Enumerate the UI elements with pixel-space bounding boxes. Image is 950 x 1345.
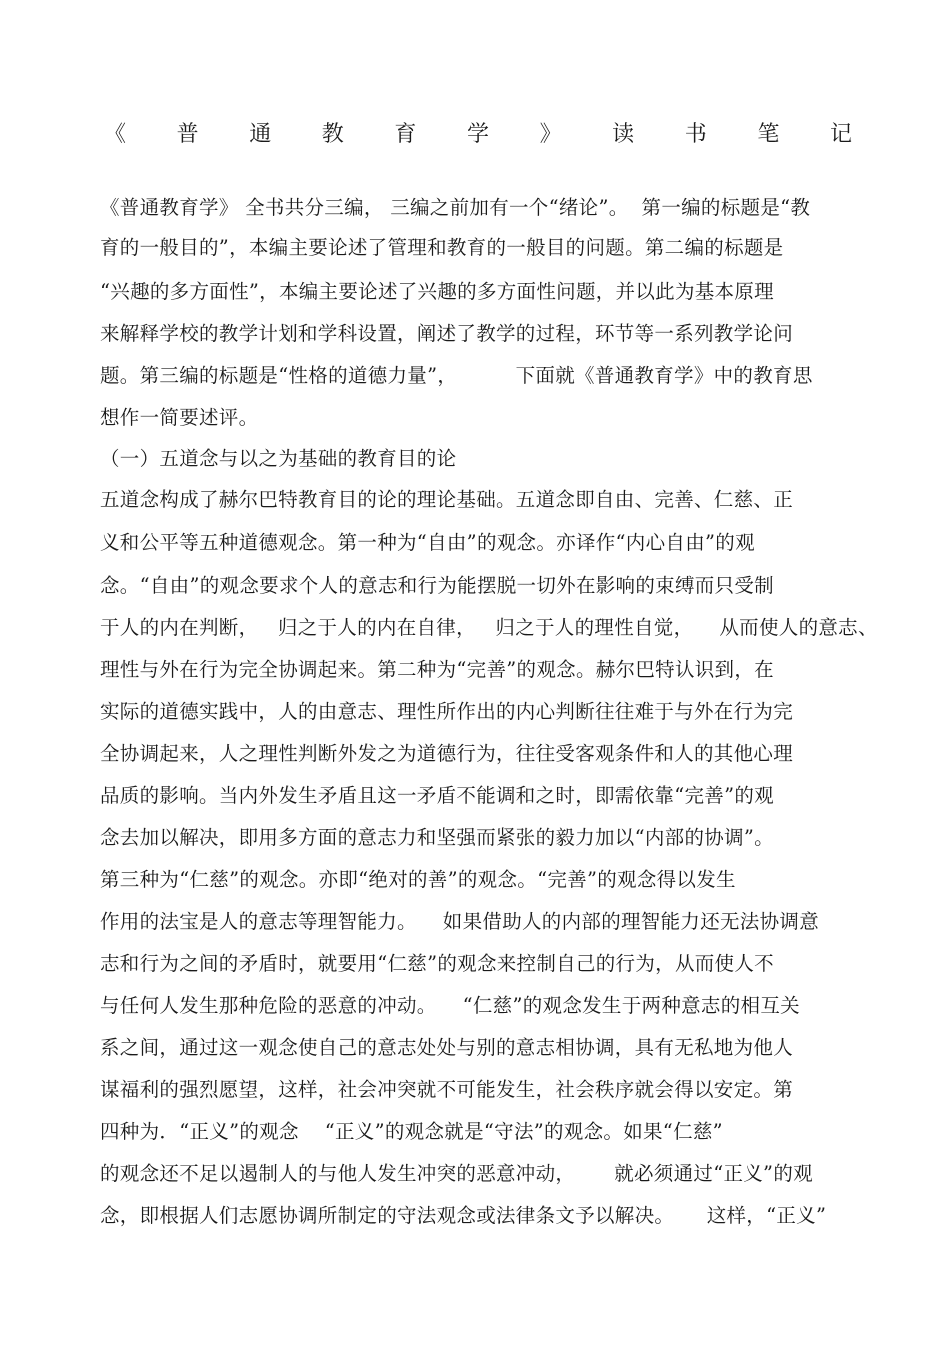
text-line: 志和行为之间的矛盾时，就要用“仁慈”的观念来控制自己的行为，从而使人不 xyxy=(100,952,774,975)
title-char: 笔 xyxy=(757,122,780,147)
text-line: 题。第三编的标题是“性格的道德力量”， 下面就《普通教育学》中的教育思 xyxy=(100,364,813,387)
text-line: 作用的法宝是人的意志等理智能力。 如果借助人的内部的理智能力还无法协调意 xyxy=(100,910,819,933)
text-line: 想作一简要述评。 xyxy=(100,406,259,429)
text-line: 实际的道德实践中，人的由意志、理性所作出的内心判断往往难于与外在行为完 xyxy=(100,700,794,723)
title-char: 读 xyxy=(612,122,635,147)
title-char: 》 xyxy=(539,122,562,147)
section-heading: （一）五道念与以之为基础的教育目的论 xyxy=(100,447,457,470)
text-line: 《普通教育学》 全书共分三编， 三编之前加有一个“绪论”。 第一编的标题是“教 xyxy=(100,196,811,219)
text-line: 义和公平等五种道德观念。第一种为“自由”的观念。亦译作“内心自由”的观 xyxy=(100,531,755,554)
text-line: 来解释学校的教学计划和学科设置，阐述了教学的过程，环节等一系列教学论问 xyxy=(100,322,794,345)
title-char: 书 xyxy=(684,122,707,147)
page-title xyxy=(104,120,852,150)
text-line: 品质的影响。当内外发生矛盾且这一矛盾不能调和之时，即需依靠“完善”的观 xyxy=(100,784,774,807)
text-line: 五道念构成了赫尔巴特教育目的论的理论基础。五道念即自由、完善、仁慈、正 xyxy=(100,488,794,511)
title-char: 《 xyxy=(104,122,127,147)
text-line: “兴趣的多方面性”，本编主要论述了兴趣的多方面性问题，并以此为基本原理 xyxy=(100,280,774,303)
text-line: 理性与外在行为完全协调起来。第二种为“完善”的观念。赫尔巴特认识到，在 xyxy=(100,658,774,681)
text-line: 系之间，通过这一观念使自己的意志处处与别的意志相协调，具有无私地为他人 xyxy=(100,1036,794,1059)
text-line: 念。“自由”的观念要求个人的意志和行为能摆脱一切外在影响的束缚而只受制 xyxy=(100,574,774,597)
title-char: 教 xyxy=(321,122,344,147)
title-char: 通 xyxy=(249,122,272,147)
text-line: 育的一般目的”，本编主要论述了管理和教育的一般目的问题。第二编的标题是 xyxy=(100,236,784,259)
text-line: 与任何人发生那种危险的恶意的冲动。 “仁慈”的观念发生于两种意志的相互关 xyxy=(100,994,800,1017)
title-char: 学 xyxy=(466,122,489,147)
text-line: 的观念还不足以遏制人的与他人发生冲突的恶意冲动， 就必须通过“正义”的观 xyxy=(100,1162,813,1185)
text-line: 念去加以解决，即用多方面的意志力和坚强而紧张的毅力加以“内部的协调”。 xyxy=(100,826,774,849)
title-char: 记 xyxy=(829,122,852,147)
title-char: 普 xyxy=(176,122,199,147)
text-line: 第三种为“仁慈”的观念。亦即“绝对的善”的观念。“完善”的观念得以发生 xyxy=(100,868,736,891)
text-line: 四种为．“正义”的观念 “正义”的观念就是“守法”的观念。如果“仁慈” xyxy=(100,1120,723,1143)
text-line: 全协调起来，人之理性判断外发之为道德行为，往往受客观条件和人的其他心理 xyxy=(100,742,794,765)
text-line: 谋福利的强烈愿望，这样，社会冲突就不可能发生，社会秩序就会得以安定。第 xyxy=(100,1078,794,1101)
title-char: 育 xyxy=(394,122,417,147)
text-line: 念，即根据人们志愿协调所制定的守法观念或法律条文予以解决。 这样，“正义” xyxy=(100,1204,827,1227)
text-line: 于人的内在判断， 归之于人的内在自律， 归之于人的理性自觉， 从而使人的意志、 xyxy=(100,616,878,639)
